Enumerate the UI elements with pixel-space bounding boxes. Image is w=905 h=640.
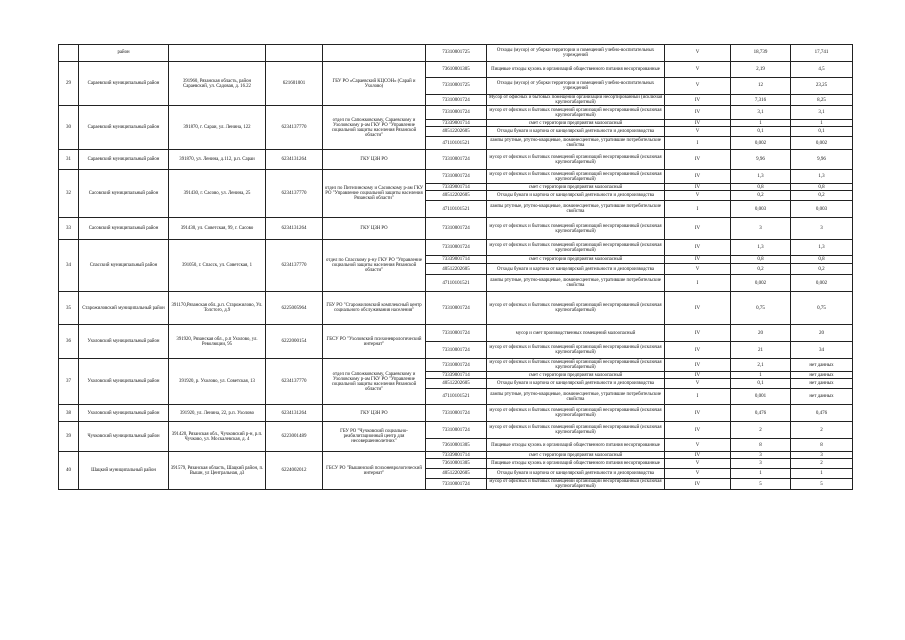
- volume-actual-cell: 2: [791, 422, 853, 439]
- waste-name-cell: Пищевые отходы кухонь и организаций общественного питания несортированные: [487, 62, 665, 78]
- hazard-class-cell: IV: [665, 95, 731, 106]
- address-cell: 391870, ул. Ленина, д.112, р.п. Сараи: [169, 150, 266, 170]
- table-row: [59, 62, 853, 78]
- inn-cell: 6223001489: [266, 422, 323, 452]
- waste-name-cell: лампы ртутные, ртутно-кварцевые, люминесцентные, утратившие потребительские свойства: [487, 137, 665, 150]
- volume-actual-cell: нет данных: [791, 379, 853, 389]
- waste-name-cell: мусор от офисных и бытовых помещений организаций несортированный (исключая крупногабаритный): [487, 359, 665, 372]
- district-cell: Ухоловский муниципальный район: [79, 405, 169, 422]
- inn-cell: 6234137770: [266, 240, 323, 292]
- volume-actual-cell: 0,002: [791, 137, 853, 150]
- table-row: [59, 218, 853, 240]
- row-number-cell: 35: [59, 292, 79, 325]
- inn-cell: 6234131264: [266, 218, 323, 240]
- volume-actual-cell: нет данных: [791, 389, 853, 405]
- waste-name-cell: мусор от офисных и бытовых помещений организаций несортированный (исключая крупногабаритный): [487, 292, 665, 325]
- row-number-cell: 33: [59, 218, 79, 240]
- table-row: [59, 150, 853, 170]
- row-number-cell: 34: [59, 240, 79, 292]
- volume-actual-cell: 0,2: [791, 264, 853, 275]
- volume-actual-cell: нет данных: [791, 359, 853, 372]
- row-number-cell: 30: [59, 106, 79, 150]
- hazard-class-cell: IV: [665, 256, 731, 264]
- volume-planned-cell: 0,002: [731, 275, 791, 292]
- volume-actual-cell: 0,1: [791, 127, 853, 137]
- hazard-class-cell: IV: [665, 479, 731, 490]
- hazard-class-cell: IV: [665, 405, 731, 422]
- table-body: [59, 45, 853, 490]
- waste-name-cell: смет с территории предприятия малоопасный: [487, 120, 665, 127]
- waste-name-cell: Пищевые отходы кухонь и организаций общественного питания несортированные: [487, 439, 665, 452]
- hazard-class-cell: I: [665, 389, 731, 405]
- inn-cell: 6225005964: [266, 292, 323, 325]
- row-number-cell: 40: [59, 452, 79, 490]
- waste-name-cell: лампы ртутные, ртутно-кварцевые, люминесцентные, утратившие потребительские свойства: [487, 389, 665, 405]
- hazard-class-cell: IV: [665, 342, 731, 359]
- waste-name-cell: мусор от офисных и бытовых помещений организаций несортированный (исключая крупногабаритный): [487, 106, 665, 120]
- hazard-class-cell: IV: [665, 184, 731, 191]
- organization-cell: отдел по Спасскому р-ну ГКУ РО "Управление социальной защиты населения Рязанской области": [323, 240, 426, 292]
- volume-actual-cell: 3: [791, 218, 853, 240]
- organization-cell: ГКУ ЦЗН РО: [323, 150, 426, 170]
- volume-planned-cell: 0,8: [731, 184, 791, 191]
- volume-planned-cell: 3,1: [731, 106, 791, 120]
- address-cell: 391920, Рязанская обл., р.п Ухолово, ул. Революции, 95: [169, 325, 266, 359]
- row-number-cell: 29: [59, 62, 79, 106]
- waste-name-cell: мусор от офисных и бытовых помещений организаций несортированный (исключая крупногабаритный): [487, 218, 665, 240]
- address-cell: 391170,Рязанская обл.,р.п. Старожилово, Ул. Толстого, д.9: [169, 292, 266, 325]
- volume-planned-cell: 21: [731, 342, 791, 359]
- row-number-cell: 37: [59, 359, 79, 405]
- volume-actual-cell: 0,8: [791, 184, 853, 191]
- waste-code-cell: 47110101521: [426, 137, 487, 150]
- row-number-cell: 38: [59, 405, 79, 422]
- waste-code-cell: 73610001305: [426, 459, 487, 469]
- waste-table: [58, 44, 853, 490]
- hazard-class-cell: IV: [665, 150, 731, 170]
- waste-code-cell: 73310001724: [426, 170, 487, 184]
- organization-cell: ГБУ РО "Чучковский социально-реабилитационный центр для несовершеннолетних": [323, 422, 426, 452]
- volume-actual-cell: 34: [791, 342, 853, 359]
- volume-actual-cell: 5: [791, 479, 853, 490]
- waste-code-cell: 47110101521: [426, 389, 487, 405]
- waste-name-cell: Отходы бумаги и картона от канцелярской деятельности и делопроизводства: [487, 379, 665, 389]
- waste-name-cell: смет с территории предприятия малоопасный: [487, 184, 665, 191]
- waste-name-cell: мусор от офисных и бытовых помещений организаций несортированный (исключая крупногабаритный): [487, 342, 665, 359]
- district-cell: Шацкий муниципальный район: [79, 452, 169, 490]
- volume-planned-cell: 0,2: [731, 191, 791, 201]
- hazard-class-cell: IV: [665, 120, 731, 127]
- volume-planned-cell: 0,1: [731, 379, 791, 389]
- inn-cell: 621601001: [266, 62, 323, 106]
- waste-code-cell: 73310001724: [426, 106, 487, 120]
- table-row: [59, 359, 853, 372]
- hazard-class-cell: V: [665, 439, 731, 452]
- hazard-class-cell: IV: [665, 292, 731, 325]
- volume-actual-cell: 8: [791, 439, 853, 452]
- volume-actual-cell: 9,96: [791, 150, 853, 170]
- waste-code-cell: 73610001305: [426, 439, 487, 452]
- volume-actual-cell: 23,25: [791, 78, 853, 95]
- volume-planned-cell: 0,2: [731, 264, 791, 275]
- inn-cell: 6222000154: [266, 325, 323, 359]
- volume-planned-cell: 1,3: [731, 170, 791, 184]
- hazard-class-cell: IV: [665, 240, 731, 256]
- hazard-class-cell: I: [665, 201, 731, 218]
- volume-actual-cell: нет данных: [791, 372, 853, 379]
- waste-name-cell: Мусор от офисных и бытовых помещений организаций несортированный (исключая крупногабаритный): [487, 95, 665, 106]
- address-cell: 391870, г. Сараи, ул. Ленина, 122: [169, 106, 266, 150]
- table-row: [59, 405, 853, 422]
- table-row: [59, 292, 853, 325]
- waste-code-cell: 40512202605: [426, 379, 487, 389]
- waste-name-cell: Отходы бумаги и картона от канцелярской деятельности и делопроизводства: [487, 264, 665, 275]
- district-cell: Сараевский муниципальный район: [79, 62, 169, 106]
- waste-code-cell: 73310001724: [426, 150, 487, 170]
- organization-cell: [323, 45, 426, 62]
- waste-name-cell: Отходы (мусор) от уборки территории и помещений учебно-воспитательных учреждений: [487, 78, 665, 95]
- volume-planned-cell: 1,3: [731, 240, 791, 256]
- waste-name-cell: смет с территории предприятия малоопасный: [487, 452, 665, 459]
- volume-planned-cell: 1: [731, 120, 791, 127]
- waste-code-cell: 73310001724: [426, 325, 487, 342]
- waste-code-cell: 73310001725: [426, 78, 487, 95]
- volume-actual-cell: 0,003: [791, 201, 853, 218]
- waste-code-cell: 73339001714: [426, 372, 487, 379]
- waste-code-cell: 40512202605: [426, 127, 487, 137]
- waste-code-cell: 73310001724: [426, 218, 487, 240]
- inn-cell: 6234131264: [266, 150, 323, 170]
- waste-name-cell: мусор от офисных и бытовых помещений организаций несортированный (исключая крупногабаритный): [487, 240, 665, 256]
- volume-actual-cell: 1,3: [791, 240, 853, 256]
- waste-name-cell: мусор и смет производственных помещений малоопасный: [487, 325, 665, 342]
- address-cell: 391420, Рязанская обл., Чучковский р-н, р.п. Чучково, ул. Москалевская, д. 4: [169, 422, 266, 452]
- volume-actual-cell: 0,75: [791, 292, 853, 325]
- volume-actual-cell: 17,741: [791, 45, 853, 62]
- district-cell: Сараевский муниципальный район: [79, 150, 169, 170]
- table-row: [59, 170, 853, 184]
- waste-code-cell: 47110101521: [426, 275, 487, 292]
- waste-code-cell: 73310001725: [426, 45, 487, 62]
- volume-actual-cell: 0,2: [791, 191, 853, 201]
- district-cell: Чучковский муниципальный район: [79, 422, 169, 452]
- district-cell: Ухоловский муниципальный район: [79, 359, 169, 405]
- volume-planned-cell: 1: [731, 372, 791, 379]
- waste-code-cell: 73610001305: [426, 62, 487, 78]
- hazard-class-cell: I: [665, 137, 731, 150]
- volume-actual-cell: 3,1: [791, 106, 853, 120]
- waste-name-cell: смет с территории предприятия малоопасный: [487, 372, 665, 379]
- address-cell: 391430, ул. Советская, 99, г. Сасово: [169, 218, 266, 240]
- volume-actual-cell: 4,5: [791, 62, 853, 78]
- organization-cell: отдел по Пителинскому и Сасовскому р-ам ГКУ РО "Управление социальной защиты населения Рязанской области": [323, 170, 426, 218]
- volume-actual-cell: 1,3: [791, 170, 853, 184]
- hazard-class-cell: V: [665, 191, 731, 201]
- address-cell: 391920, ул. Ленина, 22, р.п. Ухолово: [169, 405, 266, 422]
- volume-actual-cell: 20: [791, 325, 853, 342]
- row-number-cell: 32: [59, 170, 79, 218]
- hazard-class-cell: V: [665, 62, 731, 78]
- waste-code-cell: 73310001724: [426, 95, 487, 106]
- volume-planned-cell: 2,19: [731, 62, 791, 78]
- hazard-class-cell: IV: [665, 218, 731, 240]
- address-cell: [169, 45, 266, 62]
- organization-cell: ГКУ ЦЗН РО: [323, 405, 426, 422]
- district-cell: Сасовский муниципальный район: [79, 218, 169, 240]
- volume-planned-cell: 5: [731, 479, 791, 490]
- volume-planned-cell: 8: [731, 439, 791, 452]
- waste-name-cell: мусор от офисных и бытовых помещений организаций несортированный (исключая крупногабаритный): [487, 150, 665, 170]
- volume-planned-cell: 18,739: [731, 45, 791, 62]
- table-row: [59, 45, 853, 62]
- waste-code-cell: 73310001724: [426, 405, 487, 422]
- address-cell: 391920, р. Ухолово, ул. Советская, 13: [169, 359, 266, 405]
- hazard-class-cell: V: [665, 78, 731, 95]
- waste-code-cell: 73339001714: [426, 256, 487, 264]
- organization-cell: ГКУ ЦЗН РО: [323, 218, 426, 240]
- volume-planned-cell: 0,002: [731, 137, 791, 150]
- table-row: [59, 240, 853, 256]
- waste-code-cell: 40512202605: [426, 469, 487, 479]
- district-cell: Старожиловский муниципальный район: [79, 292, 169, 325]
- table-row: [59, 325, 853, 342]
- document-page: [58, 44, 852, 490]
- volume-planned-cell: 3: [731, 452, 791, 459]
- table-row: [59, 452, 853, 459]
- waste-code-cell: 73310001724: [426, 240, 487, 256]
- waste-name-cell: мусор от офисных и бытовых помещений организаций несортированный (исключая крупногабаритный): [487, 405, 665, 422]
- waste-code-cell: 73310001724: [426, 292, 487, 325]
- volume-actual-cell: 0,8: [791, 256, 853, 264]
- hazard-class-cell: IV: [665, 325, 731, 342]
- hazard-class-cell: V: [665, 45, 731, 62]
- district-cell: район: [79, 45, 169, 62]
- organization-cell: ГБСУ РО "Вышинский психоневрологический интернат": [323, 452, 426, 490]
- inn-cell: 6224002012: [266, 452, 323, 490]
- inn-cell: 6234137770: [266, 106, 323, 150]
- row-number-cell: 39: [59, 422, 79, 452]
- waste-code-cell: 40512202605: [426, 191, 487, 201]
- volume-planned-cell: 3: [731, 459, 791, 469]
- row-number-cell: 31: [59, 150, 79, 170]
- volume-planned-cell: 0,476: [731, 405, 791, 422]
- waste-name-cell: лампы ртутные, ртутно-кварцевые, люминесцентные, утратившие потребительские свойства: [487, 275, 665, 292]
- volume-planned-cell: 0,75: [731, 292, 791, 325]
- waste-code-cell: 73310001724: [426, 342, 487, 359]
- row-number-cell: 36: [59, 325, 79, 359]
- hazard-class-cell: IV: [665, 106, 731, 120]
- volume-planned-cell: 1: [731, 469, 791, 479]
- volume-actual-cell: 0,476: [791, 405, 853, 422]
- address-cell: 391579, Рязанская область, Шацкий район, п. Вышн, ул Центральная, д3: [169, 452, 266, 490]
- waste-name-cell: Отходы бумаги и картона от канцелярской деятельности и делопроизводства: [487, 469, 665, 479]
- waste-code-cell: 73339001714: [426, 452, 487, 459]
- organization-cell: ГБСУ РО "Ухоловский психоневрологический интернат": [323, 325, 426, 359]
- waste-name-cell: мусор от офисных и бытовых помещений организаций несортированный (исключая крупногабаритный): [487, 479, 665, 490]
- inn-cell: 6234137770: [266, 359, 323, 405]
- hazard-class-cell: IV: [665, 372, 731, 379]
- waste-name-cell: мусор от офисных и бытовых помещений организаций несортированный (исключая крупногабаритный): [487, 422, 665, 439]
- waste-code-cell: 73339001714: [426, 184, 487, 191]
- hazard-class-cell: V: [665, 127, 731, 137]
- hazard-class-cell: I: [665, 275, 731, 292]
- organization-cell: отдел по Сапожковскому, Сараевскому и Ухоловскому р-ам ГКУ РО "Управление социальной защиты населения Рязанской области": [323, 359, 426, 405]
- hazard-class-cell: IV: [665, 170, 731, 184]
- waste-code-cell: 73339001714: [426, 120, 487, 127]
- address-cell: 391050, г. Спасск, ул. Советская, 1: [169, 240, 266, 292]
- hazard-class-cell: IV: [665, 452, 731, 459]
- waste-code-cell: 73310001724: [426, 359, 487, 372]
- volume-planned-cell: 2,1: [731, 359, 791, 372]
- table-row: [59, 422, 853, 439]
- volume-planned-cell: 3: [731, 218, 791, 240]
- address-cell: 391960, Рязанская область, район Сараевский, ул. Садовая, д. 16.22: [169, 62, 266, 106]
- volume-actual-cell: 1: [791, 120, 853, 127]
- volume-planned-cell: 7,316: [731, 95, 791, 106]
- district-cell: Спасский муниципальный район: [79, 240, 169, 292]
- waste-code-cell: 40512202605: [426, 264, 487, 275]
- inn-cell: [266, 45, 323, 62]
- hazard-class-cell: V: [665, 264, 731, 275]
- waste-name-cell: Отходы бумаги и картона от канцелярской деятельности и делопроизводства: [487, 127, 665, 137]
- volume-actual-cell: 2: [791, 459, 853, 469]
- district-cell: Ухоловский муниципальный район: [79, 325, 169, 359]
- inn-cell: 6234137770: [266, 170, 323, 218]
- organization-cell: ГБУ РО «Сараевский КЦСОН» (Сарай и Ухолово): [323, 62, 426, 106]
- row-number-cell: [59, 45, 79, 62]
- district-cell: Сараевский муниципальный район: [79, 106, 169, 150]
- volume-actual-cell: 0,002: [791, 275, 853, 292]
- waste-name-cell: мусор от офисных и бытовых помещений организаций несортированный (исключая крупногабаритный): [487, 170, 665, 184]
- volume-planned-cell: 0,001: [731, 389, 791, 405]
- hazard-class-cell: V: [665, 469, 731, 479]
- volume-planned-cell: 20: [731, 325, 791, 342]
- inn-cell: 6234131264: [266, 405, 323, 422]
- hazard-class-cell: IV: [665, 422, 731, 439]
- volume-planned-cell: 0,1: [731, 127, 791, 137]
- waste-name-cell: смет с территории предприятия малоопасный: [487, 256, 665, 264]
- hazard-class-cell: IV: [665, 359, 731, 372]
- address-cell: 391430, г. Сасово, ул. Ленина, 25: [169, 170, 266, 218]
- hazard-class-cell: V: [665, 459, 731, 469]
- waste-code-cell: 47110101521: [426, 201, 487, 218]
- district-cell: Сасовский муниципальный район: [79, 170, 169, 218]
- volume-planned-cell: 0,003: [731, 201, 791, 218]
- waste-code-cell: 73310001724: [426, 479, 487, 490]
- volume-actual-cell: 8,25: [791, 95, 853, 106]
- waste-code-cell: 73310001724: [426, 422, 487, 439]
- waste-name-cell: Пищевые отходы кухонь и организаций общественного питания несортированные: [487, 459, 665, 469]
- organization-cell: ГБУ РО "Старожиловский комплексный центр социального обслуживания населения": [323, 292, 426, 325]
- volume-actual-cell: 3: [791, 452, 853, 459]
- volume-planned-cell: 12: [731, 78, 791, 95]
- volume-actual-cell: 1: [791, 469, 853, 479]
- hazard-class-cell: V: [665, 379, 731, 389]
- organization-cell: отдел по Сапожковскому, Сараевскому и Ухоловскому р-ам ГКУ РО "Управление социальной защиты населения Рязанской области": [323, 106, 426, 150]
- waste-name-cell: Отходы (мусор) от уборки территории и помещений учебно-воспитательных учреждений: [487, 45, 665, 62]
- volume-planned-cell: 9,96: [731, 150, 791, 170]
- table-row: [59, 106, 853, 120]
- volume-planned-cell: 0,8: [731, 256, 791, 264]
- waste-name-cell: Отходы бумаги и картона от канцелярской деятельности и делопроизводства: [487, 191, 665, 201]
- volume-planned-cell: 2: [731, 422, 791, 439]
- waste-name-cell: лампы ртутные, ртутно-кварцевые, люминесцентные, утратившие потребительские свойства: [487, 201, 665, 218]
